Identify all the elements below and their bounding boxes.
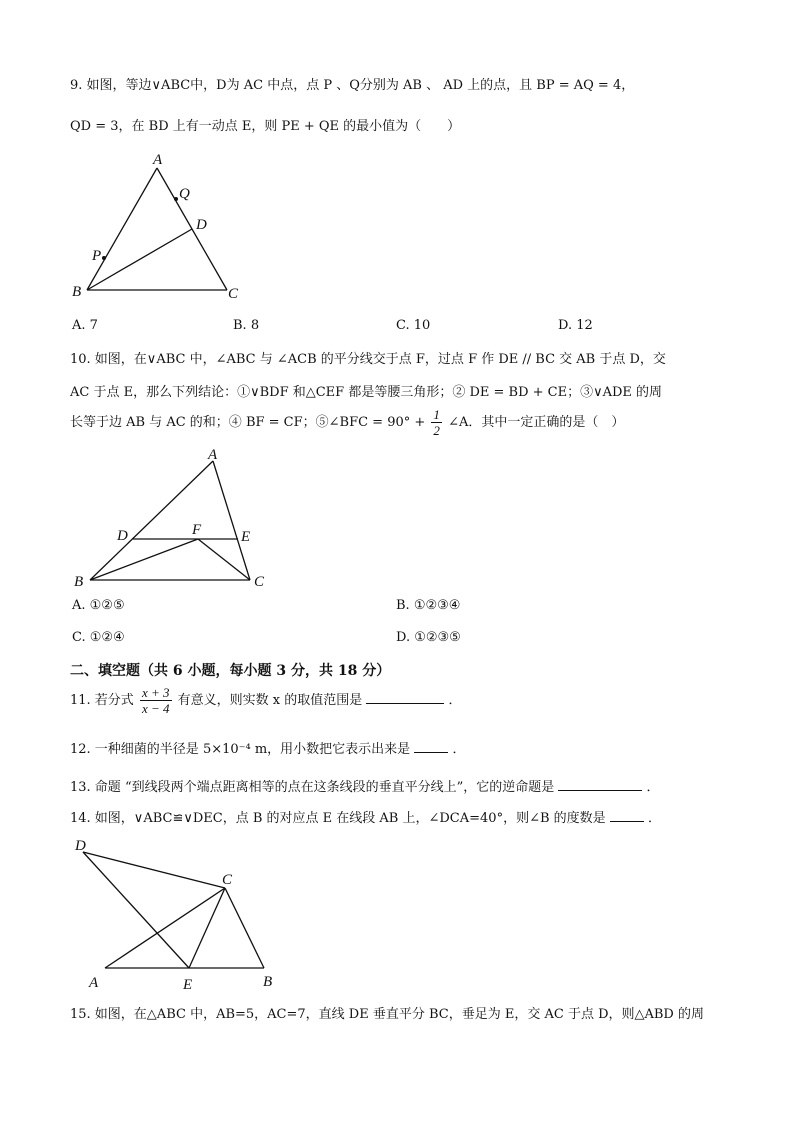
q9-option-d: D. 12 bbox=[558, 318, 593, 333]
q10-line3-b: ∠A．其中一定正确的是（ ） bbox=[448, 415, 625, 430]
q9-label-Q: Q bbox=[179, 186, 190, 202]
q14-segment-BC bbox=[225, 888, 264, 968]
q10-segment-CF bbox=[198, 539, 250, 580]
q10-segment-AC bbox=[213, 461, 250, 580]
q9-label-P: P bbox=[92, 248, 102, 264]
q10-label-B: B bbox=[74, 574, 84, 590]
q9-segment-AB bbox=[87, 168, 157, 290]
q11-frac-den: x − 4 bbox=[141, 701, 170, 716]
q9-line1: 9. 如图，等边∨ABC中，D为 AC 中点，点 P 、Q分别为 AB 、 AD 上的点，且 BP = AQ = 4， bbox=[70, 78, 635, 93]
q14-triangle-figure bbox=[65, 832, 290, 992]
q10-line3 bbox=[70, 408, 624, 437]
q14-label-C: C bbox=[222, 872, 233, 888]
q11-answer-blank[interactable] bbox=[366, 691, 444, 704]
q9-point-P bbox=[102, 256, 106, 260]
q15-line: 15. 如图，在△ABC 中，AB=5，AC=7，直线 DE 垂直平分 BC，垂足为 E，交 AC 于点 D，则△ABD 的周 bbox=[70, 1007, 704, 1022]
q9-label-B: B bbox=[72, 284, 82, 300]
q13-line bbox=[70, 776, 660, 795]
q10-label-A: A bbox=[208, 447, 218, 463]
q14-label-B: B bbox=[263, 974, 273, 990]
q14-label-D: D bbox=[75, 838, 86, 854]
q10-line1: 10. 如图，在∨ABC 中，∠ABC 与 ∠ACB 的平分线交于点 F，过点 F 作 DE // BC 交 AB 于点 D，交 bbox=[70, 352, 666, 367]
q10-option-a: A. ①②⑤ bbox=[72, 598, 125, 613]
q14-label-E: E bbox=[183, 977, 193, 992]
q12-line bbox=[70, 738, 465, 757]
q11-frac-num: x + 3 bbox=[141, 685, 170, 700]
q9-option-c: C. 10 bbox=[396, 318, 431, 333]
q10-option-b: B. ①②③④ bbox=[396, 598, 461, 613]
q12-text: 12. 一种细菌的半径是 5×10⁻⁴ m，用小数把它表示出来是 bbox=[70, 742, 411, 757]
q12-end: ． bbox=[452, 742, 466, 757]
q10-segment-AB bbox=[90, 461, 213, 580]
q10-fraction-half bbox=[431, 408, 442, 437]
q10-frac-den: 2 bbox=[433, 423, 440, 438]
q10-label-C: C bbox=[254, 574, 265, 590]
q10-frac-num: 1 bbox=[433, 407, 440, 422]
q9-option-a: A. 7 bbox=[72, 318, 98, 333]
section-heading-fill-in: 二、填空题（共 6 小题，每小题 3 分，共 18 分） bbox=[70, 663, 391, 679]
q11-line bbox=[70, 686, 462, 715]
q10-option-d: D. ①②③⑤ bbox=[396, 630, 461, 645]
q11-prefix: 11. 若分式 bbox=[70, 693, 134, 708]
q14-label-A: A bbox=[89, 975, 99, 991]
q9-triangle-figure bbox=[65, 150, 255, 305]
q14-segment-DC bbox=[83, 852, 225, 888]
q10-label-F: F bbox=[192, 522, 202, 538]
q9-label-D: D bbox=[196, 217, 207, 233]
q10-line3-a: 长等于边 AB 与 AC 的和；④ BF = CF；⑤∠BFC = 90° + bbox=[70, 415, 426, 430]
q10-segment-BF bbox=[90, 539, 198, 580]
q11-suffix: 有意义，则实数 x 的取值范围是 bbox=[177, 693, 363, 708]
q12-answer-blank[interactable] bbox=[414, 740, 448, 753]
q9-line2: QD = 3，在 BD 上有一动点 E，则 PE + QE 的最小值为（ ） bbox=[70, 119, 461, 134]
q14-text: 14. 如图，∨ABC≌∨DEC，点 B 的对应点 E 在线段 AB 上，∠DCA=40°，则∠B 的度数是 bbox=[70, 811, 606, 826]
q10-label-D: D bbox=[117, 528, 128, 544]
q9-label-C: C bbox=[228, 286, 239, 302]
q10-option-c: C. ①②④ bbox=[72, 630, 125, 645]
q10-triangle-figure bbox=[65, 443, 280, 593]
q14-segment-DE bbox=[83, 852, 189, 968]
q14-end: ． bbox=[647, 811, 661, 826]
q14-answer-blank[interactable] bbox=[610, 809, 644, 822]
q9-label-A: A bbox=[153, 152, 163, 168]
q9-option-b: B. 8 bbox=[233, 318, 260, 333]
q13-end: ． bbox=[646, 780, 660, 795]
q11-fraction bbox=[140, 686, 172, 715]
q10-line2: AC 于点 E，那么下列结论：①∨BDF 和△CEF 都是等腰三角形；② DE = BD + CE；③∨ADE 的周 bbox=[70, 385, 663, 400]
q14-line bbox=[70, 807, 661, 826]
q9-point-Q bbox=[174, 197, 178, 201]
q11-end: ． bbox=[448, 693, 462, 708]
q10-label-E: E bbox=[241, 529, 251, 545]
q13-text: 13. 命题 “到线段两个端点距离相等的点在这条线段的垂直平分线上”，它的逆命题是 bbox=[70, 780, 555, 795]
q13-answer-blank[interactable] bbox=[558, 778, 642, 791]
